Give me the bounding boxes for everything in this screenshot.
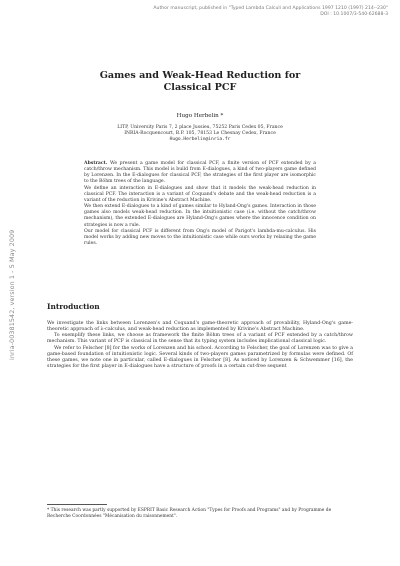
author-name: Hugo Herbelin * [176, 113, 224, 119]
affiliation [60, 125, 340, 144]
abstract-paragraph-3: We then extend E-dialogues to a kind of games similar to Hyland-Ong's games. Interaction in those games also models weak-head reduction. In the intuitionistic case (i.e. without the catch/throw mechanism), the extended E-dialogues are Hyland-Ong's games where the innocence condition on strategies is now a rule. [84, 204, 316, 228]
abstract-text-1: We present a game model for classical PCF, a finite version of PCF extended by a catch/throw mechanism. This model is build from E-dialogues, a kind of two-players game defined by Lorenzen. In the E-dialogues for classical PCF, the strategies of the first player are isomorphic to the Böhm trees of the language. [84, 161, 316, 185]
publication-banner [88, 6, 388, 19]
body-text [47, 321, 353, 370]
body-paragraph-3: We refer to Felscher [8] for the works of Lorenzen and his school. According to Felscher, the goal of Lorenzen was to give a game-based foundation of intuitionistic logic. Several kinds of two-players games parametrized by formulas were defined. Of these games, we note one in particular, called E-dialogues in Felscher [8]. As noticed by Lorenzen & Schwemmer [16], the strategies for the first player in E-dialogues have a structure of proofs in a certain cut-free sequent [47, 345, 353, 370]
abstract-paragraph-1 [84, 161, 316, 186]
abstract-paragraph-4: Our model for classical PCF is different from Ong's model of Parigot's lambda-mu-calculus. His model works by adding new moves to the intuitionistic case while ours works by relaxing the game rules. [84, 228, 316, 247]
affiliation-line-1: LITP, University Paris 7, 2 place Jussieu, 75252 Paris Cedex 05, France [117, 125, 283, 130]
banner-doi: DOI : 10.1007/3-540-62688-3 [320, 12, 388, 18]
title-line-1: Games and Weak-Head Reduction for [99, 70, 301, 81]
footnote: * This research was partly supported by ESPRIT Basic Research Action "Types for Proofs and Programs" and by Programme de Recherche Coordonnées "Mécanisation du raisonnement". [47, 508, 332, 519]
abstract-label: Abstract. [84, 161, 108, 166]
affiliation-line-2: INRIA-Rocquencourt, B.P. 105, 78153 Le Chesnay Cedex, France [124, 131, 276, 137]
banner-citation: Author manuscript, published in "Typed Lambda Calculi and Applications 1997 1210 (1997) 214--230" [153, 6, 388, 11]
body-paragraph-1: We investigate the links between Lorenzen's and Coquand's game-theoretic approach of provability, Hyland-Ong's game-theoretic approach of λ-calculus, and weak-head reduction as implemented by Krivine's Abstract Machine. [47, 321, 353, 333]
side-identifier: inria-00381542, version 1 - 5 May 2009 [8, 229, 16, 360]
abstract [84, 161, 316, 247]
abstract-paragraph-2: We define an interaction in E-dialogues and show that it models the weak-head reduction in classical PCF. The interaction is a variant of Coquand's debate and the weak-head reduction is a variant of the reduction in Krivine's Abstract Machine. [84, 185, 316, 203]
footnote-rule [47, 504, 107, 505]
body-paragraph-2: To exemplify these links, we choose as framework the finite Böhm trees of a variant of PCF extended by a catch/throw mechanism. This variant of PCF is classical in the sense that its typing system includes implicational classical logic. [47, 333, 353, 345]
author-email: Hugo.Herbelin@inria.fr [169, 137, 231, 143]
section-heading: Introduction [47, 302, 100, 311]
title-line-2: Classical PCF [163, 82, 237, 93]
paper-title [60, 70, 340, 94]
